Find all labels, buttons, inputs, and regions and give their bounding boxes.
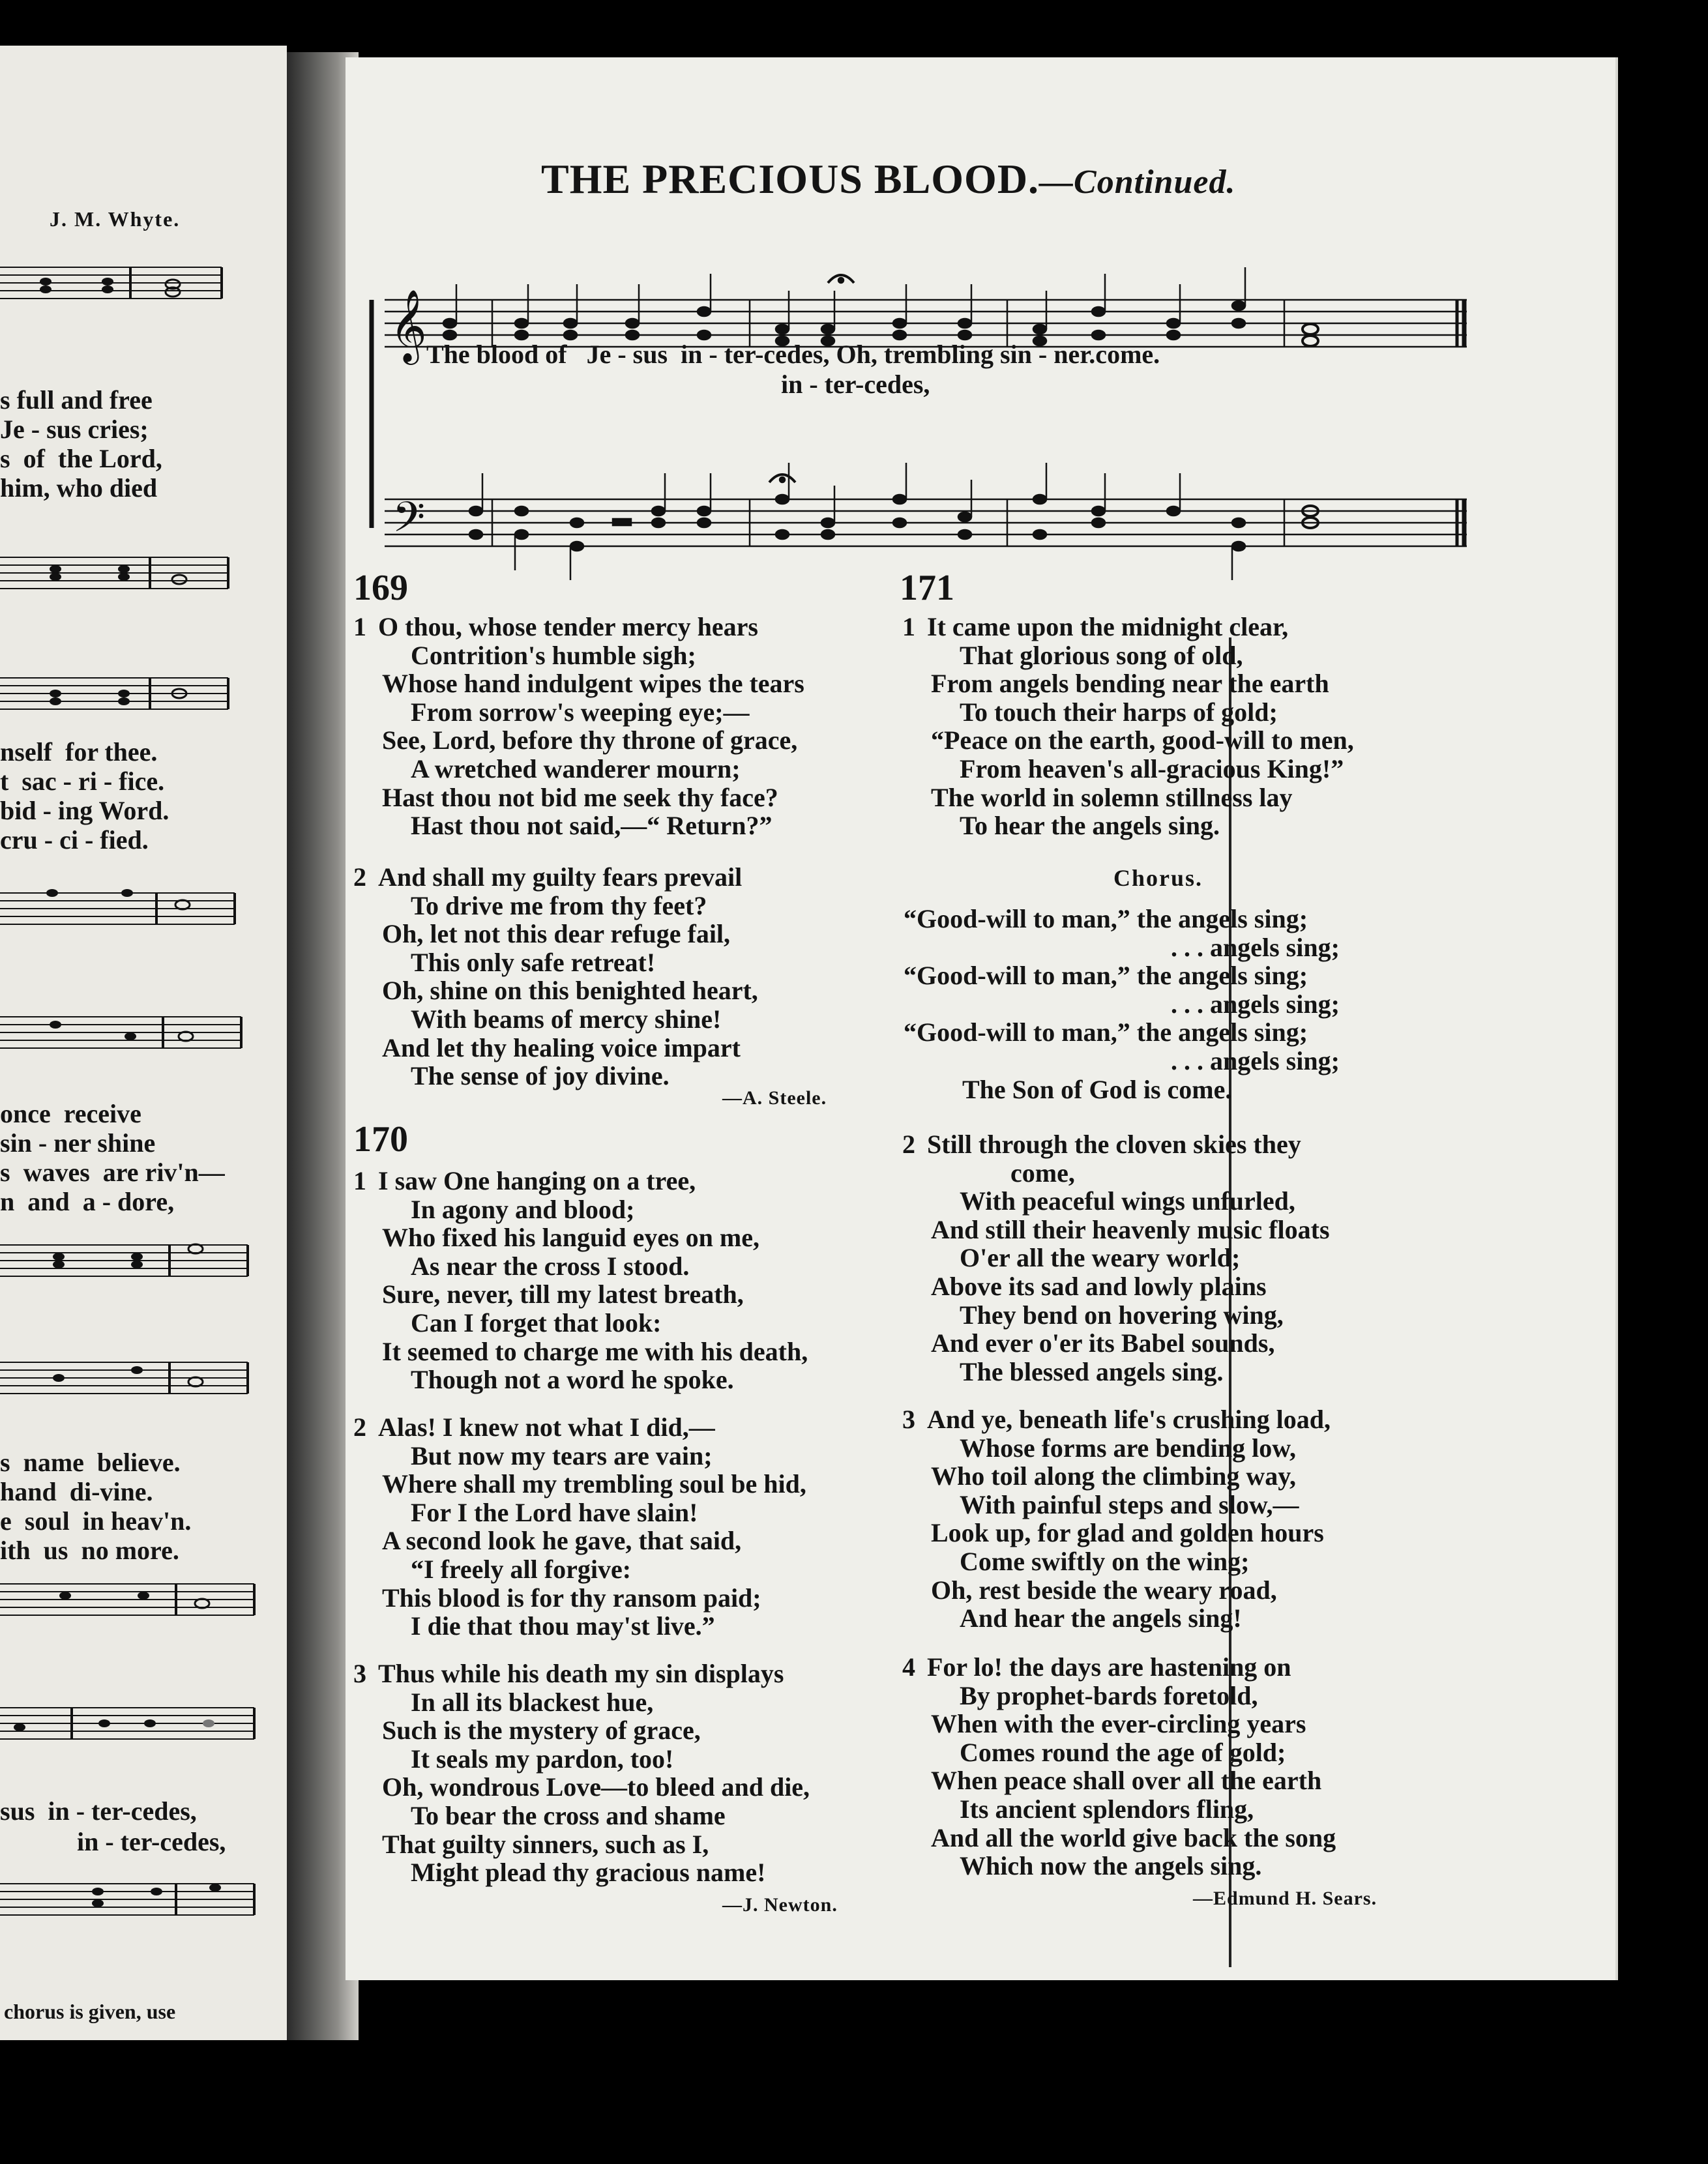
stanza-line: From angels bending near the earth xyxy=(931,669,1329,699)
stanza-line: As near the cross I stood. xyxy=(411,1251,690,1281)
stanza-line: A second look he gave, that said, xyxy=(382,1526,742,1556)
left-staff-6 xyxy=(0,1238,261,1284)
left-lyric: e soul in heav'n. xyxy=(0,1506,192,1536)
stanza-first-line: 1 I saw One hanging on a tree, xyxy=(353,1166,696,1195)
stanza-line: I die that thou may'st live.” xyxy=(411,1611,715,1641)
chorus-line: . . . angels sing; xyxy=(1171,932,1340,962)
left-lyric: bid - ing Word. xyxy=(0,796,169,825)
chorus-line: “Good-will to man,” the angels sing; xyxy=(904,961,1308,991)
chorus-line: . . . angels sing; xyxy=(1171,989,1340,1019)
left-lyric: sus in - ter-cedes, xyxy=(0,1796,197,1826)
left-lyric: s waves are riv'n— xyxy=(0,1158,225,1187)
stanza-line: To drive me from thy feet? xyxy=(411,890,707,920)
stanza-first-line: 4 For lo! the days are hastening on xyxy=(902,1652,1291,1682)
title-suffix: —Continued. xyxy=(1039,164,1236,201)
left-lyric: Je - sus cries; xyxy=(0,415,149,444)
left-staff-2 xyxy=(0,551,261,596)
author-credit: —Edmund H. Sears. xyxy=(1193,1888,1377,1909)
stanza-line: Hast thou not said,—“ Return?” xyxy=(411,811,773,841)
stanza-line: For I the Lord have slain! xyxy=(411,1497,698,1527)
stanza-line: Look up, for glad and golden hours xyxy=(931,1518,1324,1548)
chorus-line: “Good-will to man,” the angels sing; xyxy=(904,1017,1308,1047)
stanza-line: Come swiftly on the wing; xyxy=(960,1547,1250,1576)
stanza-line: That glorious song of old, xyxy=(960,640,1243,670)
chorus-line: . . . angels sing; xyxy=(1171,1046,1340,1075)
music-lyric-line-1: The blood of Je - sus in - ter-cedes, Oh, trembling sin - ner.come. xyxy=(426,340,1160,369)
svg-text:𝄢: 𝄢 xyxy=(392,493,426,552)
chorus-line: “Good-will to man,” the angels sing; xyxy=(904,904,1308,933)
left-lyric: n and a - dore, xyxy=(0,1187,175,1216)
stanza-line: And all the world give back the song xyxy=(931,1822,1336,1852)
stanza-line: Comes round the age of gold; xyxy=(960,1737,1286,1767)
left-staff-9 xyxy=(0,1701,261,1747)
left-staff-5 xyxy=(0,1010,261,1056)
left-footnote: chorus is given, use xyxy=(4,2000,176,2023)
stanza-line: The world in solemn stillness lay xyxy=(931,782,1293,812)
stanza-line: Sure, never, till my latest breath, xyxy=(382,1279,744,1309)
stanza-line: “Peace on the earth, good-will to men, xyxy=(931,725,1354,755)
stanza-first-line: 3 Thus while his death my sin displays xyxy=(353,1659,784,1688)
stanza-line: From sorrow's weeping eye;— xyxy=(411,697,750,727)
stanza-first-line: 2 Still through the cloven skies they xyxy=(902,1130,1301,1159)
stanza-line: They bend on hovering wing, xyxy=(960,1300,1284,1330)
stanza-line: And ever o'er its Babel sounds, xyxy=(931,1328,1275,1358)
stanza-line: Oh, shine on this benighted heart, xyxy=(382,976,758,1006)
hymn-number: 171 xyxy=(900,568,954,608)
stanza-line: To bear the cross and shame xyxy=(411,1801,726,1830)
music-lyric-line-2: in - ter-cedes, xyxy=(781,370,930,399)
left-staff-10 xyxy=(0,1877,261,1923)
stanza-line: See, Lord, before thy throne of grace, xyxy=(382,725,798,755)
stanza-line: And let thy healing voice impart xyxy=(382,1032,741,1062)
left-lyric: cru - ci - fied. xyxy=(0,825,149,855)
author-credit: —A. Steele. xyxy=(722,1087,827,1109)
stanza-line: By prophet-bards foretold, xyxy=(960,1680,1258,1710)
stanza-line: Contrition's humble sigh; xyxy=(411,640,696,670)
stanza-line: Whose forms are bending low, xyxy=(960,1433,1296,1463)
author-credit: —J. Newton. xyxy=(722,1894,838,1916)
left-staff-3 xyxy=(0,671,261,717)
stanza-line: But now my tears are vain; xyxy=(411,1440,713,1470)
left-lyric: sin - ner shine xyxy=(0,1128,156,1158)
stanza-first-line: 1 O thou, whose tender mercy hears xyxy=(353,612,758,641)
stanza-first-line: 2 And shall my guilty fears prevail xyxy=(353,862,743,892)
stanza-line: Whose hand indulgent wipes the tears xyxy=(382,669,804,699)
left-staff-7 xyxy=(0,1356,261,1401)
stanza-line: Such is the mystery of grace, xyxy=(382,1716,701,1746)
stanza-first-line: 2 Alas! I knew not what I did,— xyxy=(353,1412,715,1442)
stanza-line: It seals my pardon, too! xyxy=(411,1744,674,1774)
stanza-line: Hast thou not bid me seek thy face? xyxy=(382,782,778,812)
stanza-line: To hear the angels sing. xyxy=(960,811,1220,841)
left-lyric: t sac - ri - fice. xyxy=(0,767,165,796)
stanza-line: And still their heavenly music floats xyxy=(931,1214,1330,1244)
stanza-line: When peace shall over all the earth xyxy=(931,1766,1322,1796)
left-page xyxy=(0,46,287,2040)
stanza-line: And hear the angels sing! xyxy=(960,1603,1242,1633)
stanza-line: The blessed angels sing. xyxy=(960,1356,1224,1386)
svg-text:𝄞: 𝄞 xyxy=(390,289,427,362)
left-lyric: ith us no more. xyxy=(0,1536,179,1565)
stanza-line: Though not a word he spoke. xyxy=(411,1365,734,1395)
left-lyric: s of the Lord, xyxy=(0,444,162,473)
stanza-first-line: 1 It came upon the midnight clear, xyxy=(902,612,1289,641)
left-staff-8 xyxy=(0,1577,261,1623)
stanza-line: Which now the angels sing. xyxy=(960,1851,1262,1881)
stanza-line: come, xyxy=(1010,1158,1075,1188)
stanza-line: Oh, wondrous Love—to bleed and die, xyxy=(382,1772,810,1802)
stanza-line: O'er all the weary world; xyxy=(960,1243,1241,1273)
stanza-line: Who fixed his languid eyes on me, xyxy=(382,1223,759,1253)
stanza-line: Oh, rest beside the weary road, xyxy=(931,1575,1277,1605)
left-staff-4 xyxy=(0,886,261,932)
stanza-line: With painful steps and slow,— xyxy=(960,1489,1299,1519)
right-page xyxy=(346,57,1618,1980)
page-title xyxy=(541,155,1235,203)
chorus-heading: Chorus. xyxy=(1113,865,1203,891)
stanza-line: Who toil along the climbing way, xyxy=(931,1461,1297,1491)
stanza-line: This only safe retreat! xyxy=(411,947,656,977)
stanza-line: A wretched wanderer mourn; xyxy=(411,754,741,783)
stanza-line: To touch their harps of gold; xyxy=(960,697,1278,727)
stanza-line: Might plead thy gracious name! xyxy=(411,1858,766,1888)
left-lyric: hand di-vine. xyxy=(0,1477,153,1506)
stanza-line: In all its blackest hue, xyxy=(411,1687,654,1717)
left-lyric: s name believe. xyxy=(0,1448,181,1477)
music-score xyxy=(359,228,1597,613)
left-lyric: once receive xyxy=(0,1099,141,1128)
left-lyric: in - ter-cedes, xyxy=(77,1827,226,1856)
chorus-line: The Son of God is come. xyxy=(962,1074,1232,1104)
stanza-line: That guilty sinners, such as I, xyxy=(382,1829,709,1859)
stanza-line: Its ancient splendors fling, xyxy=(960,1794,1254,1824)
stanza-line: Where shall my trembling soul be hid, xyxy=(382,1469,806,1499)
stanza-line: When with the ever-circling years xyxy=(931,1709,1306,1739)
stanza-line: With peaceful wings unfurled, xyxy=(960,1186,1295,1216)
stanza-line: This blood is for thy ransom paid; xyxy=(382,1583,761,1613)
stanza-line: Oh, let not this dear refuge fail, xyxy=(382,919,731,949)
stanza-line: “I freely all forgive: xyxy=(411,1555,632,1584)
stanza-line: It seemed to charge me with his death, xyxy=(382,1336,808,1366)
left-lyric: him, who died xyxy=(0,473,158,503)
stanza-line: With beams of mercy shine! xyxy=(411,1004,722,1034)
left-header: J. M. Whyte. xyxy=(50,207,181,231)
title-main: THE PRECIOUS BLOOD. xyxy=(541,156,1040,202)
stanza-line: The sense of joy divine. xyxy=(411,1061,670,1091)
stanza-line: Can I forget that look: xyxy=(411,1308,662,1338)
hymn-number: 169 xyxy=(353,568,408,608)
stanza-line: Above its sad and lowly plains xyxy=(931,1272,1267,1301)
stanza-line: In agony and blood; xyxy=(411,1194,635,1224)
stanza-line: From heaven's all-gracious King!” xyxy=(960,754,1344,783)
stanza-first-line: 3 And ye, beneath life's crushing load, xyxy=(902,1405,1331,1434)
left-staff-1 xyxy=(0,261,261,306)
hymn-number: 170 xyxy=(353,1119,408,1160)
left-lyric: s full and free xyxy=(0,385,153,415)
left-lyric: nself for thee. xyxy=(0,737,158,767)
